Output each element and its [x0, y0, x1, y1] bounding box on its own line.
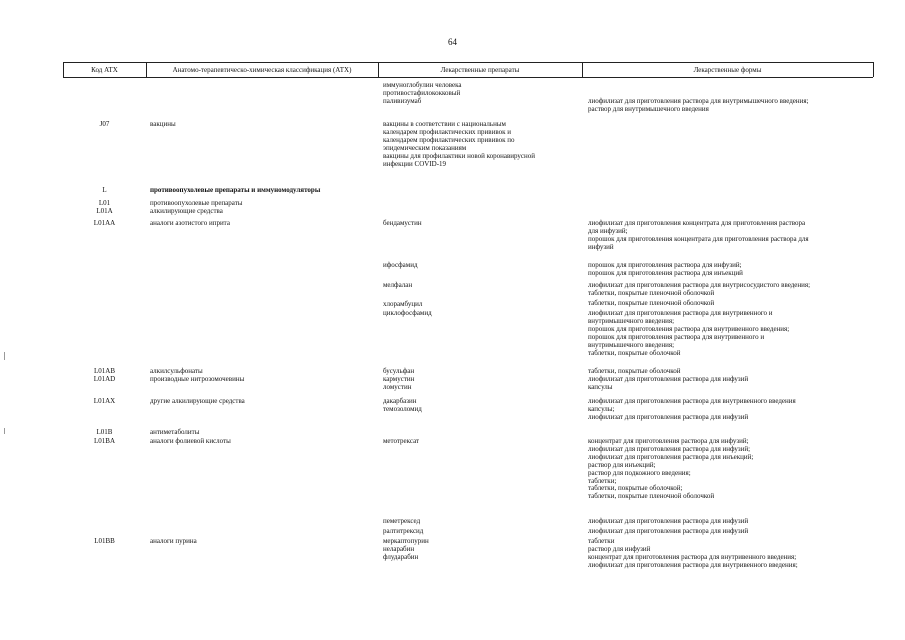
atx-classification: производные нитрозомочевины: [150, 375, 245, 383]
dosage-form: порошок для приготовления раствора для внутривенного введения;: [588, 324, 790, 333]
dosage-form: таблетки, покрытые пленочной оболочкой: [588, 492, 715, 501]
drug-name: дакарбазин: [383, 397, 417, 405]
atx-classification: алкилсульфонаты: [150, 367, 203, 375]
dosage-form: раствор для внутримышечного введения: [588, 104, 709, 113]
dosage-form: лиофилизат для приготовления раствора для инфузий: [588, 412, 749, 421]
drug-name: темозоломид: [383, 404, 422, 413]
dosage-form: лиофилизат для приготовления раствора для внутривенного введения;: [588, 560, 798, 569]
header-bottom-rule: [63, 77, 873, 78]
atx-code: L01: [98, 199, 111, 207]
dosage-form: лиофилизат для приготовления раствора для внутрисосудистого введения;: [588, 281, 811, 289]
drug-name: противостафилококковый: [383, 88, 461, 97]
drug-name: кармустин: [383, 375, 415, 383]
header-forms: Лекарственные формы: [693, 66, 762, 74]
dosage-form: для инфузий;: [588, 226, 628, 235]
drug-name: мелфалан: [383, 281, 413, 289]
dosage-form: лиофилизат для приготовления раствора для инфузий: [588, 517, 749, 525]
dosage-form: порошок для приготовления раствора для внутривенного и: [588, 332, 765, 341]
drug-name: ралтитрексид: [383, 527, 424, 535]
dosage-form: таблетки, покрытые пленочной оболочкой: [588, 288, 715, 297]
dosage-form: лиофилизат для приготовления раствора для инъекций;: [588, 452, 754, 461]
atx-code: L01A: [96, 207, 113, 215]
dosage-form: таблетки;: [588, 476, 617, 485]
page-number: 64: [448, 37, 457, 47]
atx-classification: противоопухолевые препараты и иммуномодуляторы: [150, 186, 321, 194]
drug-name: неларабин: [383, 545, 415, 553]
drug-name: ифосфамид: [383, 261, 418, 269]
dosage-form: таблетки, покрытые оболочкой: [588, 348, 681, 357]
drug-name: циклофосфамид: [383, 309, 432, 317]
dosage-form: инфузий: [588, 242, 614, 251]
drug-name: флударабин: [383, 553, 419, 561]
atx-code: L01BA: [94, 437, 115, 445]
atx-classification: противоопухолевые препараты: [150, 199, 243, 207]
drug-name: паливизумаб: [383, 96, 422, 105]
dosage-form: лиофилизат для приготовления раствора для инфузий;: [588, 444, 751, 453]
dosage-form: лиофилизат для приготовления раствора для инфузий: [588, 527, 749, 535]
dosage-form: лиофилизат для приготовления раствора для внутривенного и: [588, 309, 773, 317]
dosage-form: концентрат для приготовления раствора для внутривенного введения;: [588, 553, 797, 561]
dosage-form: раствор для инфузий: [588, 545, 651, 553]
drug-name: метотрексат: [383, 437, 420, 445]
atx-code: L01AX: [93, 397, 116, 405]
dosage-form: таблетки, покрытые пленочной оболочкой: [588, 299, 715, 307]
drug-name: эпидемическим показаниям: [383, 143, 467, 152]
drug-name: инфекции COVID-19: [383, 159, 447, 168]
drug-name: меркаптопурин: [383, 537, 429, 545]
dosage-form: раствор для подкожного введения;: [588, 468, 691, 477]
margin-mark: [4, 352, 5, 360]
atx-code: L01B: [96, 428, 113, 436]
dosage-form: лиофилизат для приготовления раствора для внутримышечного введения;: [588, 96, 809, 105]
header-code: Код АТХ: [91, 66, 118, 74]
drug-name: пеметрексед: [383, 517, 421, 525]
dosage-form: таблетки, покрытые оболочкой;: [588, 484, 683, 493]
dosage-form: порошок для приготовления раствора для инфузий;: [588, 261, 742, 269]
dosage-form: таблетки, покрытые оболочкой: [588, 367, 681, 375]
drug-name: хлорамбуцил: [383, 300, 423, 308]
atx-classification: аналоги фолиевой кислоты: [150, 437, 231, 445]
dosage-form: лиофилизат для приготовления раствора для инфузий: [588, 375, 749, 383]
dosage-form: порошок для приготовления концентрата для приготовления раствора для: [588, 234, 809, 243]
dosage-form: капсулы: [588, 382, 613, 391]
dosage-form: внутримышечного введения;: [588, 316, 675, 325]
header-divider: [873, 62, 874, 77]
dosage-form: лиофилизат для приготовления раствора для внутривенного введения: [588, 397, 796, 405]
atx-code: J07: [99, 120, 110, 128]
dosage-form: концентрат для приготовления раствора для инфузий;: [588, 437, 749, 445]
dosage-form: порошок для приготовления раствора для инъекций: [588, 268, 743, 277]
dosage-form: капсулы;: [588, 404, 615, 413]
drug-name: иммуноглобулин человека: [383, 81, 462, 89]
drug-name: вакцины для профилактики новой коронавирусной: [383, 151, 536, 160]
header-classification: Анатомо-терапевтическо-химическая классификация (АТХ): [172, 66, 352, 74]
atx-classification: антиметаболиты: [150, 428, 200, 436]
atx-classification: алкилирующие средства: [150, 207, 223, 215]
header-drugs: Лекарственные препараты: [440, 66, 520, 74]
dosage-form: внутримышечного введения;: [588, 340, 675, 349]
drug-name: ломустин: [383, 382, 412, 391]
header-top-rule: [63, 62, 873, 63]
atx-classification: аналоги пурина: [150, 537, 197, 545]
atx-code: L01BB: [94, 537, 115, 545]
drug-name: вакцины в соответствии с национальным: [383, 120, 506, 128]
atx-code: L01AA: [93, 219, 116, 227]
atx-classification: вакцины: [150, 120, 176, 128]
drug-name: бусульфан: [383, 367, 415, 375]
atx-classification: другие алкилирующие средства: [150, 397, 245, 405]
drug-name: бендамустин: [383, 219, 422, 227]
drug-name: календарем профилактических прививок и: [383, 127, 512, 136]
dosage-form: раствор для инъекций;: [588, 460, 656, 469]
margin-mark: [4, 428, 5, 434]
dosage-form: таблетки: [588, 537, 615, 545]
atx-code: L: [102, 186, 107, 194]
atx-classification: аналоги азотистого иприта: [150, 219, 230, 227]
atx-code: L01AB: [94, 367, 115, 375]
atx-code: L01AD: [93, 375, 116, 383]
drug-name: календарем профилактических прививок по: [383, 135, 515, 144]
dosage-form: лиофилизат для приготовления концентрата для приготовления раствора: [588, 219, 806, 227]
